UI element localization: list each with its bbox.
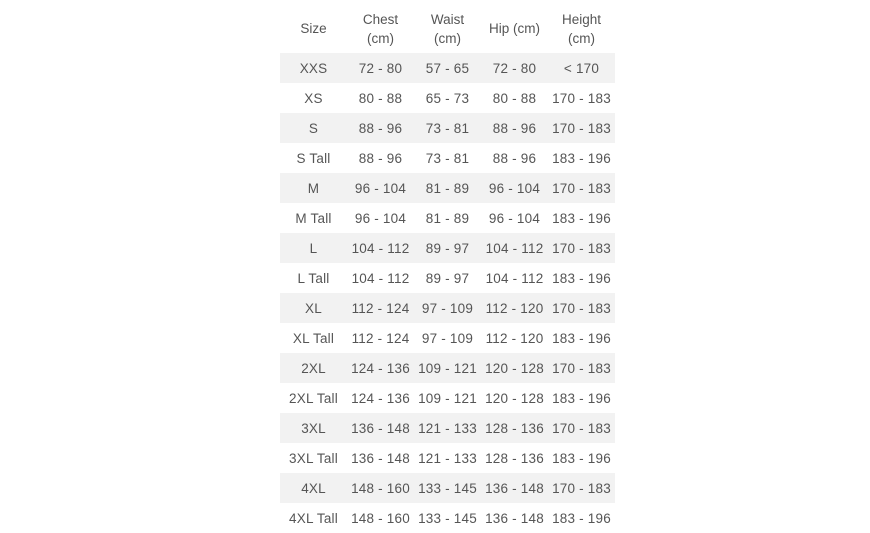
cell-size: XL Tall xyxy=(280,323,347,353)
cell-size: S Tall xyxy=(280,143,347,173)
cell-hip: 96 - 104 xyxy=(481,173,548,203)
cell-chest: 80 - 88 xyxy=(347,83,414,113)
table-row xyxy=(280,503,615,533)
cell-hip: 120 - 128 xyxy=(481,383,548,413)
header-height xyxy=(548,4,615,53)
header-chest-unit: (cm) xyxy=(367,30,394,46)
cell-height: 183 - 196 xyxy=(548,383,615,413)
cell-size: XS xyxy=(280,83,347,113)
cell-height: 183 - 196 xyxy=(548,143,615,173)
cell-chest: 136 - 148 xyxy=(347,443,414,473)
table-row xyxy=(280,263,615,293)
cell-hip: 136 - 148 xyxy=(481,473,548,503)
cell-size: M Tall xyxy=(280,203,347,233)
header-waist-label: Waist xyxy=(430,11,465,27)
cell-chest: 104 - 112 xyxy=(347,233,414,263)
cell-chest: 148 - 160 xyxy=(347,503,414,533)
cell-size: 2XL Tall xyxy=(280,383,347,413)
table-row xyxy=(280,323,615,353)
cell-waist: 89 - 97 xyxy=(414,233,481,263)
cell-waist: 133 - 145 xyxy=(414,473,481,503)
table-row xyxy=(280,203,615,233)
cell-waist: 89 - 97 xyxy=(414,263,481,293)
cell-hip: 80 - 88 xyxy=(481,83,548,113)
header-row xyxy=(280,4,615,53)
cell-chest: 112 - 124 xyxy=(347,293,414,323)
cell-height: 183 - 196 xyxy=(548,443,615,473)
size-chart-header xyxy=(280,4,615,53)
cell-size: 3XL Tall xyxy=(280,443,347,473)
cell-height: 170 - 183 xyxy=(548,173,615,203)
cell-hip: 88 - 96 xyxy=(481,143,548,173)
cell-hip: 120 - 128 xyxy=(481,353,548,383)
cell-hip: 88 - 96 xyxy=(481,113,548,143)
cell-chest: 124 - 136 xyxy=(347,353,414,383)
cell-chest: 124 - 136 xyxy=(347,383,414,413)
cell-chest: 88 - 96 xyxy=(347,143,414,173)
cell-hip: 112 - 120 xyxy=(481,293,548,323)
cell-waist: 73 - 81 xyxy=(414,113,481,143)
table-row xyxy=(280,233,615,263)
cell-height: 170 - 183 xyxy=(548,293,615,323)
table-row xyxy=(280,413,615,443)
cell-size: L Tall xyxy=(280,263,347,293)
cell-hip: 104 - 112 xyxy=(481,263,548,293)
cell-height: 170 - 183 xyxy=(548,83,615,113)
table-row xyxy=(280,293,615,323)
table-row xyxy=(280,173,615,203)
cell-waist: 73 - 81 xyxy=(414,143,481,173)
cell-hip: 104 - 112 xyxy=(481,233,548,263)
cell-hip: 136 - 148 xyxy=(481,503,548,533)
header-waist xyxy=(414,4,481,53)
header-height-label: Height xyxy=(561,11,602,27)
cell-height: < 170 xyxy=(548,53,615,83)
cell-waist: 97 - 109 xyxy=(414,323,481,353)
cell-size: 2XL xyxy=(280,353,347,383)
cell-size: XL xyxy=(280,293,347,323)
cell-height: 183 - 196 xyxy=(548,203,615,233)
header-size-label: Size xyxy=(300,21,327,36)
cell-chest: 148 - 160 xyxy=(347,473,414,503)
cell-waist: 121 - 133 xyxy=(414,413,481,443)
cell-hip: 112 - 120 xyxy=(481,323,548,353)
table-row xyxy=(280,353,615,383)
cell-size: S xyxy=(280,113,347,143)
header-chest xyxy=(347,4,414,53)
cell-hip: 128 - 136 xyxy=(481,413,548,443)
size-chart-body xyxy=(280,53,615,533)
cell-chest: 96 - 104 xyxy=(347,203,414,233)
cell-waist: 97 - 109 xyxy=(414,293,481,323)
cell-chest: 136 - 148 xyxy=(347,413,414,443)
cell-size: M xyxy=(280,173,347,203)
table-row xyxy=(280,473,615,503)
cell-hip: 96 - 104 xyxy=(481,203,548,233)
table-row xyxy=(280,383,615,413)
header-hip xyxy=(481,4,548,53)
cell-waist: 133 - 145 xyxy=(414,503,481,533)
cell-height: 183 - 196 xyxy=(548,323,615,353)
cell-height: 170 - 183 xyxy=(548,113,615,143)
table-row xyxy=(280,83,615,113)
header-chest-label: Chest xyxy=(362,11,399,27)
cell-hip: 128 - 136 xyxy=(481,443,548,473)
cell-chest: 88 - 96 xyxy=(347,113,414,143)
header-size xyxy=(280,4,347,53)
cell-waist: 65 - 73 xyxy=(414,83,481,113)
cell-chest: 96 - 104 xyxy=(347,173,414,203)
cell-chest: 104 - 112 xyxy=(347,263,414,293)
cell-height: 183 - 196 xyxy=(548,503,615,533)
cell-waist: 57 - 65 xyxy=(414,53,481,83)
cell-size: XXS xyxy=(280,53,347,83)
cell-hip: 72 - 80 xyxy=(481,53,548,83)
cell-height: 170 - 183 xyxy=(548,473,615,503)
cell-chest: 72 - 80 xyxy=(347,53,414,83)
header-height-unit: (cm) xyxy=(568,30,595,46)
table-row xyxy=(280,143,615,173)
cell-waist: 121 - 133 xyxy=(414,443,481,473)
table-row xyxy=(280,53,615,83)
cell-waist: 81 - 89 xyxy=(414,173,481,203)
size-chart-table xyxy=(280,4,615,533)
header-hip-label: Hip (cm) xyxy=(489,21,540,36)
cell-height: 170 - 183 xyxy=(548,353,615,383)
table-row xyxy=(280,113,615,143)
header-waist-unit: (cm) xyxy=(434,30,461,46)
cell-height: 170 - 183 xyxy=(548,413,615,443)
cell-height: 183 - 196 xyxy=(548,263,615,293)
cell-waist: 109 - 121 xyxy=(414,383,481,413)
cell-size: L xyxy=(280,233,347,263)
cell-height: 170 - 183 xyxy=(548,233,615,263)
table-row xyxy=(280,443,615,473)
cell-size: 4XL xyxy=(280,473,347,503)
cell-size: 4XL Tall xyxy=(280,503,347,533)
cell-size: 3XL xyxy=(280,413,347,443)
cell-waist: 109 - 121 xyxy=(414,353,481,383)
cell-waist: 81 - 89 xyxy=(414,203,481,233)
cell-chest: 112 - 124 xyxy=(347,323,414,353)
